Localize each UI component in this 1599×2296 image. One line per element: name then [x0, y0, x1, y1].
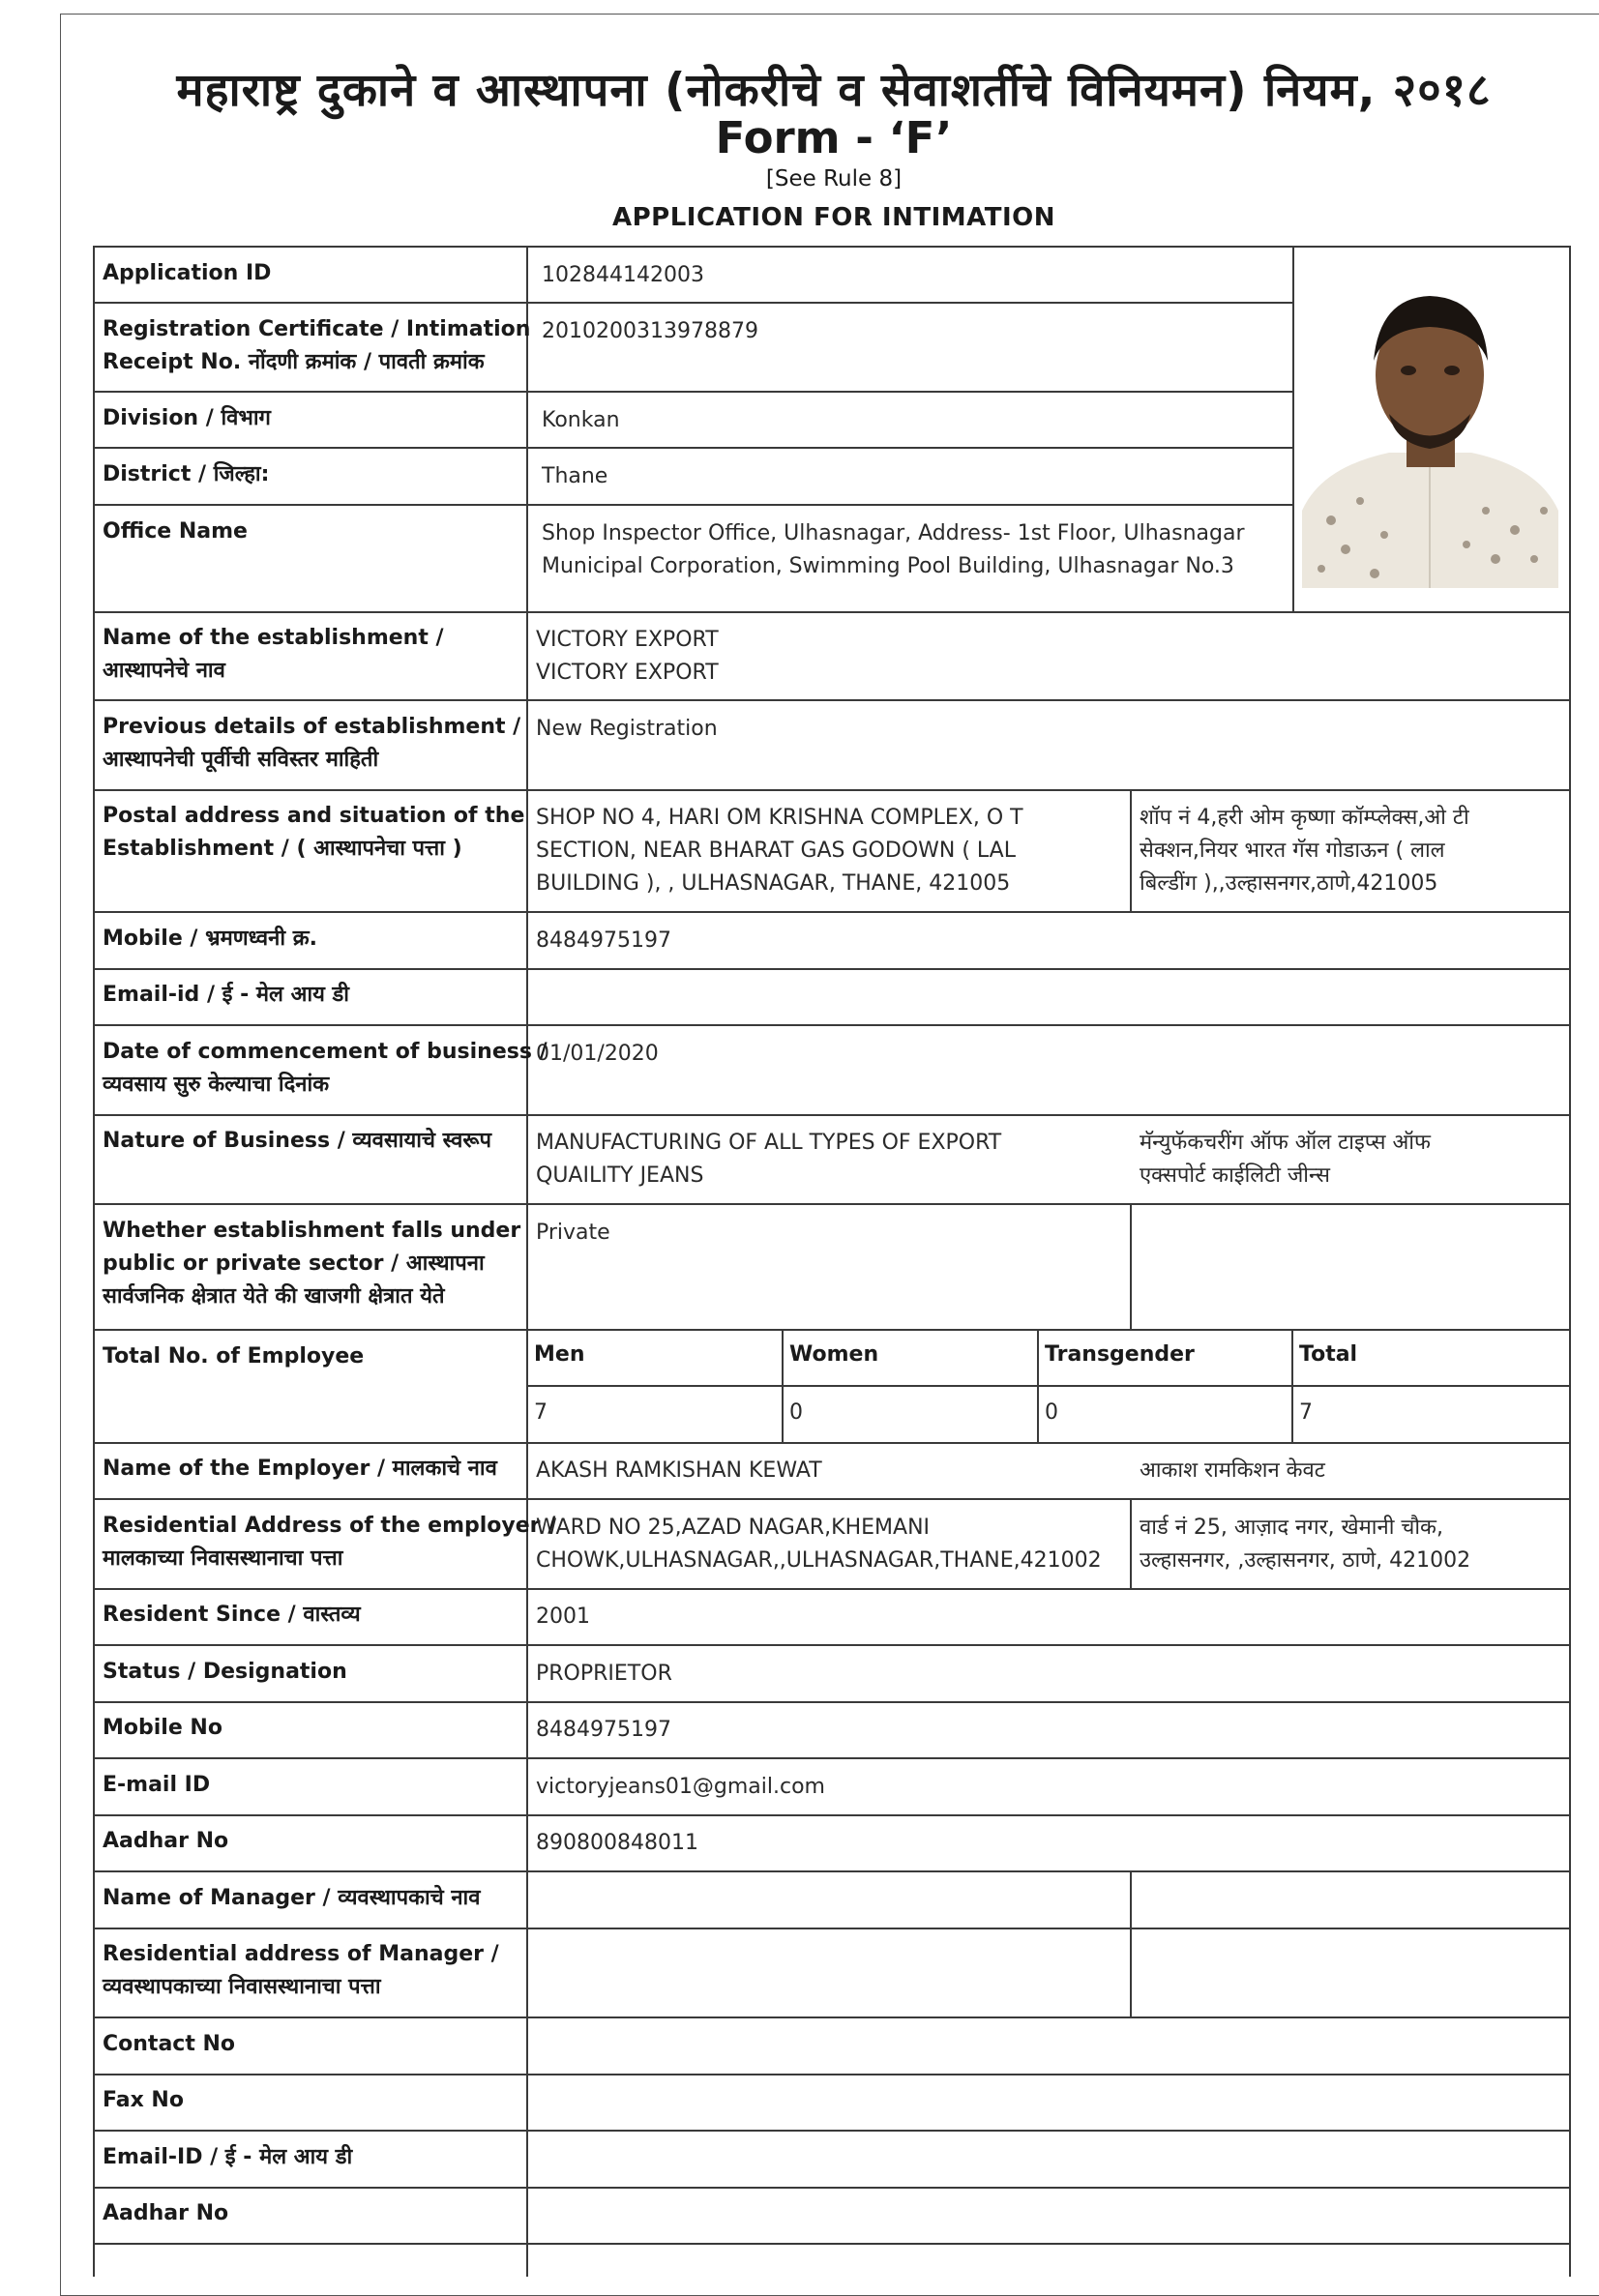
- employer-email-value: victoryjeans01@gmail.com: [536, 1775, 825, 1799]
- division-label: Division / विभाग: [103, 406, 271, 430]
- application-form-table: [93, 246, 1569, 2277]
- employer-name-mr: आकाश रामकिशन केवट: [1140, 1458, 1325, 1483]
- manager-address-label: Residential address of Manager /: [103, 1942, 499, 1966]
- postal-address-en-2: SECTION, NEAR BHARAT GAS GODOWN ( LAL: [536, 839, 1016, 863]
- transgender-count: 0: [1045, 1400, 1058, 1425]
- postal-address-en-3: BUILDING ), , ULHASNAGAR, THANE, 421005: [536, 871, 1011, 896]
- applicant-photo: [1302, 269, 1558, 588]
- manager-name-label: Name of Manager / व्यवस्थापकाचे नाव: [103, 1886, 481, 1910]
- contact-label: Contact No: [103, 2032, 236, 2056]
- employer-mobile-value: 8484975197: [536, 1718, 671, 1742]
- establishment-name-label: Name of the establishment /: [103, 626, 444, 650]
- commencement-value: 01/01/2020: [536, 1042, 659, 1066]
- commencement-label-2: व्यवसाय सुरु केल्याचा दिनांक: [103, 1073, 330, 1097]
- employees-label: Total No. of Employee: [103, 1344, 365, 1369]
- office-value-2: Municipal Corporation, Swimming Pool Building, Ulhasnagar No.3: [542, 554, 1234, 578]
- establishment-name-value-2: VICTORY EXPORT: [536, 661, 719, 685]
- nature-mr-2: एक्सपोर्ट काईलिटी जीन्स: [1140, 1163, 1330, 1188]
- previous-details-label-2: आस्थापनेची पूर्वीची सविस्तर माहिती: [103, 748, 379, 772]
- employer-address-label: Residential Address of the employer /: [103, 1514, 556, 1538]
- nature-en: MANUFACTURING OF ALL TYPES OF EXPORT: [536, 1131, 1002, 1155]
- previous-details-label: Previous details of establishment /: [103, 715, 521, 739]
- office-value: Shop Inspector Office, Ulhasnagar, Address- 1st Floor, Ulhasnagar: [542, 521, 1245, 545]
- sector-label-2: public or private sector / आस्थापना: [103, 1251, 485, 1276]
- employer-email-label: E-mail ID: [103, 1773, 211, 1797]
- status-value: PROPRIETOR: [536, 1662, 672, 1686]
- mobile-label: Mobile / भ्रमणध्वनी क्र.: [103, 927, 317, 951]
- commencement-label: Date of commencement of business /: [103, 1040, 548, 1064]
- employer-address-en: WARD NO 25,AZAD NAGAR,KHEMANI: [536, 1516, 931, 1540]
- application-id-label: Application ID: [103, 261, 272, 285]
- employer-address-label-2: मालकाच्या निवासस्थानाचा पत्ता: [103, 1546, 343, 1571]
- employer-mobile-label: Mobile No: [103, 1716, 222, 1740]
- district-value: Thane: [542, 464, 608, 488]
- district-label: District / जिल्हा:: [103, 462, 270, 486]
- men-count: 7: [534, 1400, 548, 1425]
- sector-label-3: सार्वजनिक क्षेत्रात येते की खाजगी क्षेत्रात येते: [103, 1284, 445, 1309]
- form-name: Form - ‘F’: [715, 112, 953, 163]
- men-header: Men: [534, 1342, 585, 1367]
- aadhar-value: 890800848011: [536, 1831, 698, 1855]
- employer-address-en-2: CHOWK,ULHASNAGAR,,ULHASNAGAR,THANE,421002: [536, 1548, 1102, 1573]
- status-label: Status / Designation: [103, 1660, 347, 1684]
- women-count: 0: [789, 1400, 803, 1425]
- sector-value: Private: [536, 1221, 610, 1245]
- registration-label-2: Receipt No. नोंदणी क्रमांक / पावती क्रमांक: [103, 350, 485, 374]
- postal-address-mr-3: बिल्डींग ),,उल्हासनगर,ठाणे,421005: [1140, 871, 1438, 896]
- office-label: Office Name: [103, 519, 248, 544]
- division-value: Konkan: [542, 408, 620, 432]
- manager-email-label: Email-ID / ई - मेल आय डी: [103, 2145, 353, 2169]
- form-title-marathi: महाराष्ट्र दुकाने व आस्थापना (नोकरीचे व सेवाशर्तीचे विनियमन) नियम, २०१८: [176, 64, 1492, 117]
- postal-address-label-2: Establishment / ( आस्थापनेचा पत्ता ): [103, 837, 462, 861]
- registration-label: Registration Certificate / Intimation: [103, 317, 531, 341]
- mobile-value: 8484975197: [536, 928, 671, 953]
- total-count: 7: [1299, 1400, 1313, 1425]
- manager-address-label-2: व्यवस्थापकाच्या निवासस्थानाचा पत्ता: [103, 1975, 381, 1999]
- postal-address-mr: शॉप नं 4,हरी ओम कृष्णा कॉम्प्लेक्स,ओ टी: [1140, 806, 1469, 830]
- establishment-name-value: VICTORY EXPORT: [536, 628, 719, 652]
- application-id-value: 102844142003: [542, 263, 704, 287]
- resident-since-label: Resident Since / वास्तव्य: [103, 1603, 361, 1627]
- email-label: Email-id / ई - मेल आय डी: [103, 983, 350, 1007]
- employer-address-mr: वार्ड नं 25, आज़ाद नगर, खेमानी चौक,: [1140, 1516, 1443, 1540]
- total-header: Total: [1299, 1342, 1358, 1367]
- transgender-header: Transgender: [1045, 1342, 1195, 1367]
- fax-label: Fax No: [103, 2088, 184, 2112]
- employer-name-label: Name of the Employer / मालकाचे नाव: [103, 1457, 497, 1481]
- aadhar-label: Aadhar No: [103, 1829, 229, 1853]
- previous-details-value: New Registration: [536, 717, 718, 741]
- employer-name-en: AKASH RAMKISHAN KEWAT: [536, 1458, 822, 1483]
- women-header: Women: [789, 1342, 879, 1367]
- resident-since-value: 2001: [536, 1604, 590, 1629]
- nature-label: Nature of Business / व्यवसायाचे स्वरूप: [103, 1129, 491, 1153]
- sector-label: Whether establishment falls under: [103, 1219, 521, 1243]
- rule-reference: [See Rule 8]: [765, 166, 903, 191]
- postal-address-en: SHOP NO 4, HARI OM KRISHNA COMPLEX, O T: [536, 806, 1023, 830]
- manager-aadhar-label: Aadhar No: [103, 2201, 229, 2225]
- registration-value: 2010200313978879: [542, 319, 758, 343]
- application-heading: APPLICATION FOR INTIMATION: [611, 203, 1055, 232]
- establishment-name-label-2: आस्थापनेचे नाव: [103, 659, 225, 683]
- employer-address-mr-2: उल्हासनगर, ,उल्हासनगर, ठाणे, 421002: [1140, 1548, 1471, 1573]
- postal-address-mr-2: सेक्शन,नियर भारत गॅस गोडाऊन ( लाल: [1140, 839, 1445, 863]
- postal-address-label: Postal address and situation of the: [103, 804, 525, 828]
- nature-en-2: QUAILITY JEANS: [536, 1163, 704, 1188]
- nature-mr: मॅन्युफॅकचरींग ऑफ ऑल टाइप्स ऑफ: [1140, 1131, 1432, 1155]
